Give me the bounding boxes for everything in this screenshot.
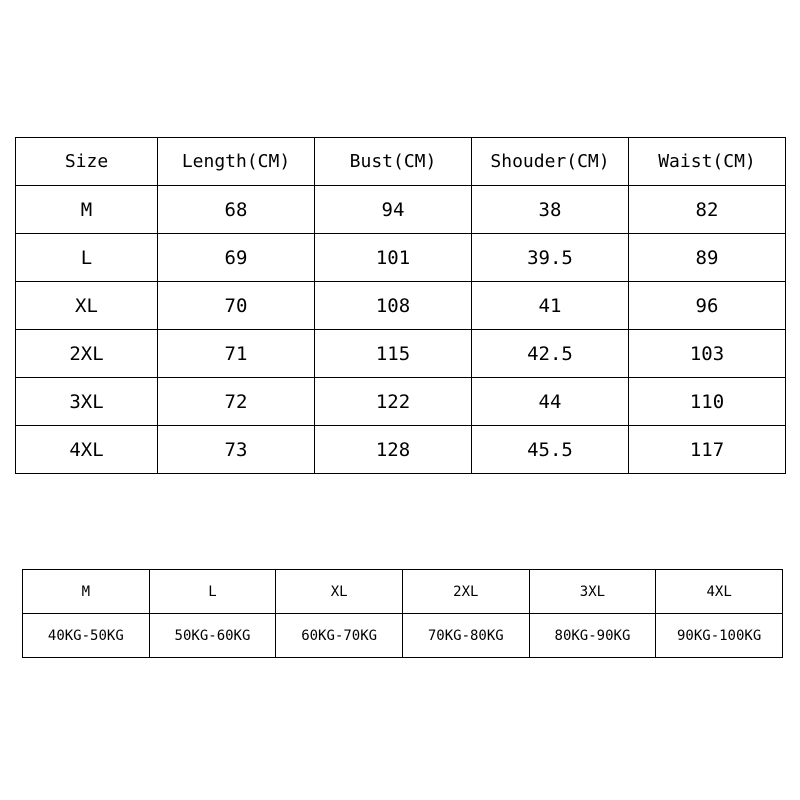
shoulder-cell: 45.5 xyxy=(472,426,629,474)
weight-size-cell: M xyxy=(23,570,150,614)
size-cell: XL xyxy=(16,282,158,330)
table-row xyxy=(16,282,786,330)
weight-range-cell: 40KG-50KG xyxy=(23,614,150,658)
bust-cell: 128 xyxy=(315,426,472,474)
size-chart-header-row xyxy=(16,138,786,186)
weight-range-cell: 80KG-90KG xyxy=(529,614,656,658)
bust-cell: 115 xyxy=(315,330,472,378)
shoulder-cell: 44 xyxy=(472,378,629,426)
bust-cell: 101 xyxy=(315,234,472,282)
size-cell: 4XL xyxy=(16,426,158,474)
header-shoulder: Shouder(CM) xyxy=(472,138,629,186)
size-cell: L xyxy=(16,234,158,282)
header-waist: Waist(CM) xyxy=(629,138,786,186)
weight-chart-range-row xyxy=(23,614,783,658)
shoulder-cell: 41 xyxy=(472,282,629,330)
waist-cell: 82 xyxy=(629,186,786,234)
table-row xyxy=(16,330,786,378)
length-cell: 72 xyxy=(158,378,315,426)
shoulder-cell: 38 xyxy=(472,186,629,234)
weight-size-cell: XL xyxy=(276,570,403,614)
table-row xyxy=(16,234,786,282)
waist-cell: 110 xyxy=(629,378,786,426)
table-row xyxy=(16,426,786,474)
weight-range-cell: 70KG-80KG xyxy=(402,614,529,658)
weight-size-cell: 2XL xyxy=(402,570,529,614)
weight-range-cell: 60KG-70KG xyxy=(276,614,403,658)
header-size: Size xyxy=(16,138,158,186)
waist-cell: 103 xyxy=(629,330,786,378)
header-bust: Bust(CM) xyxy=(315,138,472,186)
bust-cell: 94 xyxy=(315,186,472,234)
size-cell: M xyxy=(16,186,158,234)
weight-chart-size-row xyxy=(23,570,783,614)
weight-range-cell: 90KG-100KG xyxy=(656,614,783,658)
size-cell: 3XL xyxy=(16,378,158,426)
weight-size-cell: 3XL xyxy=(529,570,656,614)
weight-range-cell: 50KG-60KG xyxy=(149,614,276,658)
length-cell: 69 xyxy=(158,234,315,282)
shoulder-cell: 42.5 xyxy=(472,330,629,378)
length-cell: 70 xyxy=(158,282,315,330)
waist-cell: 89 xyxy=(629,234,786,282)
waist-cell: 96 xyxy=(629,282,786,330)
shoulder-cell: 39.5 xyxy=(472,234,629,282)
header-length: Length(CM) xyxy=(158,138,315,186)
weight-chart-table xyxy=(22,569,783,658)
table-row xyxy=(16,378,786,426)
length-cell: 73 xyxy=(158,426,315,474)
table-row xyxy=(16,186,786,234)
weight-size-cell: L xyxy=(149,570,276,614)
length-cell: 68 xyxy=(158,186,315,234)
length-cell: 71 xyxy=(158,330,315,378)
waist-cell: 117 xyxy=(629,426,786,474)
size-chart-table xyxy=(15,137,786,474)
bust-cell: 122 xyxy=(315,378,472,426)
size-cell: 2XL xyxy=(16,330,158,378)
bust-cell: 108 xyxy=(315,282,472,330)
weight-size-cell: 4XL xyxy=(656,570,783,614)
